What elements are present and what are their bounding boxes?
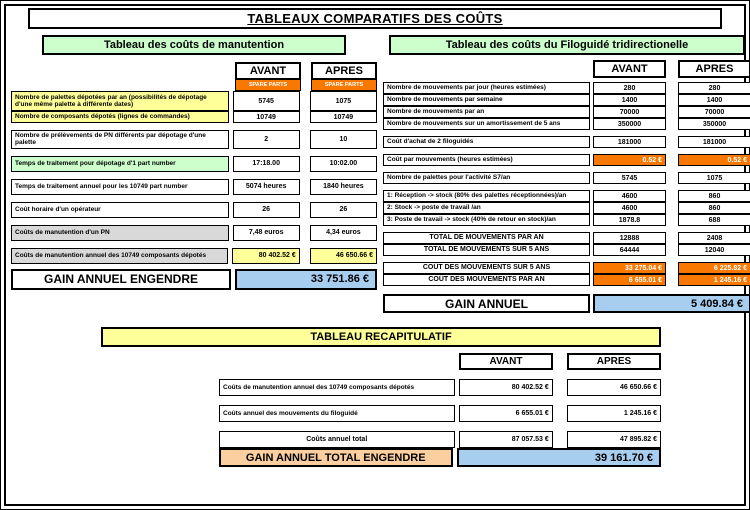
value-cell-avant: 0.52 € xyxy=(593,154,666,166)
value-cell-avant: 5745 xyxy=(233,91,300,111)
row-label: Coûts annuel total xyxy=(219,431,455,448)
value-cell-avant: 87 057.53 € xyxy=(459,431,553,448)
row-label: Nombre de mouvements par jour (heures estimées) xyxy=(383,82,590,94)
value-cell-apres: 860 xyxy=(678,202,750,214)
handling-gain-row xyxy=(11,269,377,290)
table-row xyxy=(383,82,750,94)
handling-rows xyxy=(11,91,377,264)
row-label: TOTAL DE MOUVEMENTS PAR AN xyxy=(383,232,590,244)
recap-gain-row xyxy=(101,448,661,467)
table-row xyxy=(11,111,377,123)
table-row xyxy=(383,232,750,244)
value-cell-apres: 6 225.82 € xyxy=(678,262,750,274)
gain-value: 33 751.86 € xyxy=(235,269,377,290)
value-cell-apres: 4,34 euros xyxy=(310,225,377,241)
recap-rows xyxy=(101,379,661,448)
value-cell-apres: 46 650.66 € xyxy=(567,379,661,396)
table-row xyxy=(383,262,750,274)
table-row xyxy=(383,244,750,256)
value-cell-avant: 7,48 euros xyxy=(233,225,300,241)
table-row xyxy=(383,106,750,118)
value-cell-avant: 1400 xyxy=(593,94,666,106)
value-cell-avant: 80 402.52 € xyxy=(459,379,553,396)
row-label: Coûts de manutention annuel des 10749 composants dépotés xyxy=(219,379,455,396)
value-cell-apres: 12040 xyxy=(678,244,750,256)
row-label: Nombre de prélèvements de PN différents par dépotage d'une palette xyxy=(11,130,229,149)
row-label: Coût horaire d'un opérateur xyxy=(11,202,229,218)
avant-column-header: AVANT xyxy=(235,62,301,80)
row-label: COÛT DES MOUVEMENTS PAR AN xyxy=(383,274,590,286)
value-cell-apres: 350000 xyxy=(678,118,750,130)
value-cell-avant: 12888 xyxy=(593,232,666,244)
table-row xyxy=(383,172,750,184)
value-cell-avant: 4600 xyxy=(593,190,666,202)
row-label: Nombre de composants dépotés (lignes de commandes) xyxy=(11,111,229,123)
spare-parts-badge: SPARE PARTS xyxy=(235,80,301,91)
value-cell-avant: 33 275.04 € xyxy=(593,262,666,274)
value-cell-avant: 181000 xyxy=(593,136,666,148)
table-row xyxy=(11,248,377,264)
row-label: Temps de traitement annuel pour les 10749 part number xyxy=(11,179,229,195)
row-label: 1: Réception -> stock (80% des palettes réceptionnées)/an xyxy=(383,190,590,202)
value-cell-apres: 10:02.00 xyxy=(310,156,377,172)
spare-parts-subheader-row xyxy=(235,80,377,91)
value-cell-avant: 2 xyxy=(233,130,300,149)
value-cell-apres: 1075 xyxy=(310,91,377,111)
table-row xyxy=(383,190,750,202)
table-row xyxy=(101,379,661,396)
row-label: Coûts de manutention annuel des 10749 composants dépotés xyxy=(11,248,228,264)
apres-column-header: APRES xyxy=(311,62,377,80)
filoguide-rows xyxy=(383,82,750,286)
table-row xyxy=(11,91,377,111)
value-cell-apres: 1 245.16 € xyxy=(678,274,750,286)
value-cell-avant: 64444 xyxy=(593,244,666,256)
total-gain-label: GAIN ANNUEL TOTAL ENGENDRE xyxy=(219,448,453,467)
value-cell-apres: 0.52 € xyxy=(678,154,750,166)
page-frame xyxy=(4,4,746,506)
row-label: Coût par mouvements (heures estimées) xyxy=(383,154,590,166)
handling-costs-table xyxy=(11,35,377,313)
table-row xyxy=(11,156,377,172)
row-label: Temps de traitement pour dépotage d'1 part number xyxy=(11,156,229,172)
recap-table xyxy=(101,327,661,467)
table-row xyxy=(383,94,750,106)
value-cell-avant: 4600 xyxy=(593,202,666,214)
value-cell-avant: 5074 heures xyxy=(233,179,300,195)
row-label: Nombre de palettes pour l'activité S7/an xyxy=(383,172,590,184)
apres-column-header: APRES xyxy=(678,60,750,78)
row-label: Coût d'achat de 2 filoguidés xyxy=(383,136,590,148)
value-cell-avant: 6 655.01 € xyxy=(593,274,666,286)
two-column-layout xyxy=(11,35,747,313)
value-cell-avant: 5745 xyxy=(593,172,666,184)
page-title: TABLEAUX COMPARATIFS DES COÛTS xyxy=(28,8,722,29)
filoguide-column-headers xyxy=(593,60,750,78)
table-row xyxy=(383,214,750,226)
apres-column-header: APRES xyxy=(567,353,661,370)
gain-value: 5 409.84 € xyxy=(593,294,750,313)
row-label: TOTAL DE MOUVEMENTS SUR 5 ANS xyxy=(383,244,590,256)
value-cell-apres: 47 895.82 € xyxy=(567,431,661,448)
filoguide-costs-table xyxy=(383,35,750,313)
value-cell-avant: 350000 xyxy=(593,118,666,130)
table-row xyxy=(383,118,750,130)
row-label: COÛT DES MOUVEMENTS SUR 5 ANS xyxy=(383,262,590,274)
avant-column-header: AVANT xyxy=(593,60,666,78)
table-row xyxy=(101,431,661,448)
value-cell-apres: 181000 xyxy=(678,136,750,148)
table-row xyxy=(383,136,750,148)
value-cell-apres: 688 xyxy=(678,214,750,226)
row-label: 2: Stock -> poste de travail /an xyxy=(383,202,590,214)
value-cell-apres: 1840 heures xyxy=(310,179,377,195)
value-cell-avant: 1878.8 xyxy=(593,214,666,226)
value-cell-apres: 46 650.66 € xyxy=(310,248,377,264)
value-cell-apres: 2408 xyxy=(678,232,750,244)
table-row xyxy=(11,130,377,149)
value-cell-apres: 10 xyxy=(310,130,377,149)
total-gain-value: 39 161.70 € xyxy=(457,448,662,467)
value-cell-apres: 26 xyxy=(310,202,377,218)
value-cell-avant: 10749 xyxy=(233,111,300,123)
filoguide-gain-row xyxy=(383,294,750,313)
row-label: Nombre de mouvements par an xyxy=(383,106,590,118)
gain-label: GAIN ANNUEL xyxy=(383,294,590,313)
value-cell-apres: 1075 xyxy=(678,172,750,184)
row-label: 3: Poste de travail -> stock (40% de retour en stock)/an xyxy=(383,214,590,226)
table-row xyxy=(11,202,377,218)
value-cell-avant: 17:18.00 xyxy=(233,156,300,172)
recap-column-headers xyxy=(459,353,661,370)
avant-column-header: AVANT xyxy=(459,353,553,370)
table-row xyxy=(383,202,750,214)
table-row xyxy=(11,179,377,195)
value-cell-avant: 26 xyxy=(233,202,300,218)
value-cell-apres: 70000 xyxy=(678,106,750,118)
value-cell-avant: 280 xyxy=(593,82,666,94)
value-cell-apres: 280 xyxy=(678,82,750,94)
value-cell-apres: 1 245.16 € xyxy=(567,405,661,422)
table-row xyxy=(383,154,750,166)
spare-parts-badge: SPARE PARTS xyxy=(311,80,377,91)
gain-label: GAIN ANNUEL ENGENDRE xyxy=(11,269,231,290)
value-cell-apres: 1400 xyxy=(678,94,750,106)
row-label: Nombre de palettes dépotées par an (possibilités de dépotage d'une même palette à différente dates) xyxy=(11,91,229,111)
value-cell-apres: 10749 xyxy=(310,111,377,123)
row-label: Coûts de manutention d'un PN xyxy=(11,225,229,241)
table-row xyxy=(11,225,377,241)
row-label: Nombre de mouvements par semaine xyxy=(383,94,590,106)
recap-table-title: TABLEAU RECAPITULATIF xyxy=(101,327,661,347)
value-cell-apres: 860 xyxy=(678,190,750,202)
row-label: Coûts annuel des mouvements du filoguidé xyxy=(219,405,455,422)
value-cell-avant: 80 402.52 € xyxy=(232,248,299,264)
value-cell-avant: 70000 xyxy=(593,106,666,118)
table-row xyxy=(383,274,750,286)
handling-table-title: Tableau des coûts de manutention xyxy=(42,35,346,55)
filoguide-table-title: Tableau des coûts du Filoguidé tridirectionelle xyxy=(389,35,745,55)
handling-column-headers xyxy=(235,62,377,80)
table-row xyxy=(101,405,661,422)
value-cell-avant: 6 655.01 € xyxy=(459,405,553,422)
row-label: Nombre de mouvements sur un amortissement de 5 ans xyxy=(383,118,590,130)
